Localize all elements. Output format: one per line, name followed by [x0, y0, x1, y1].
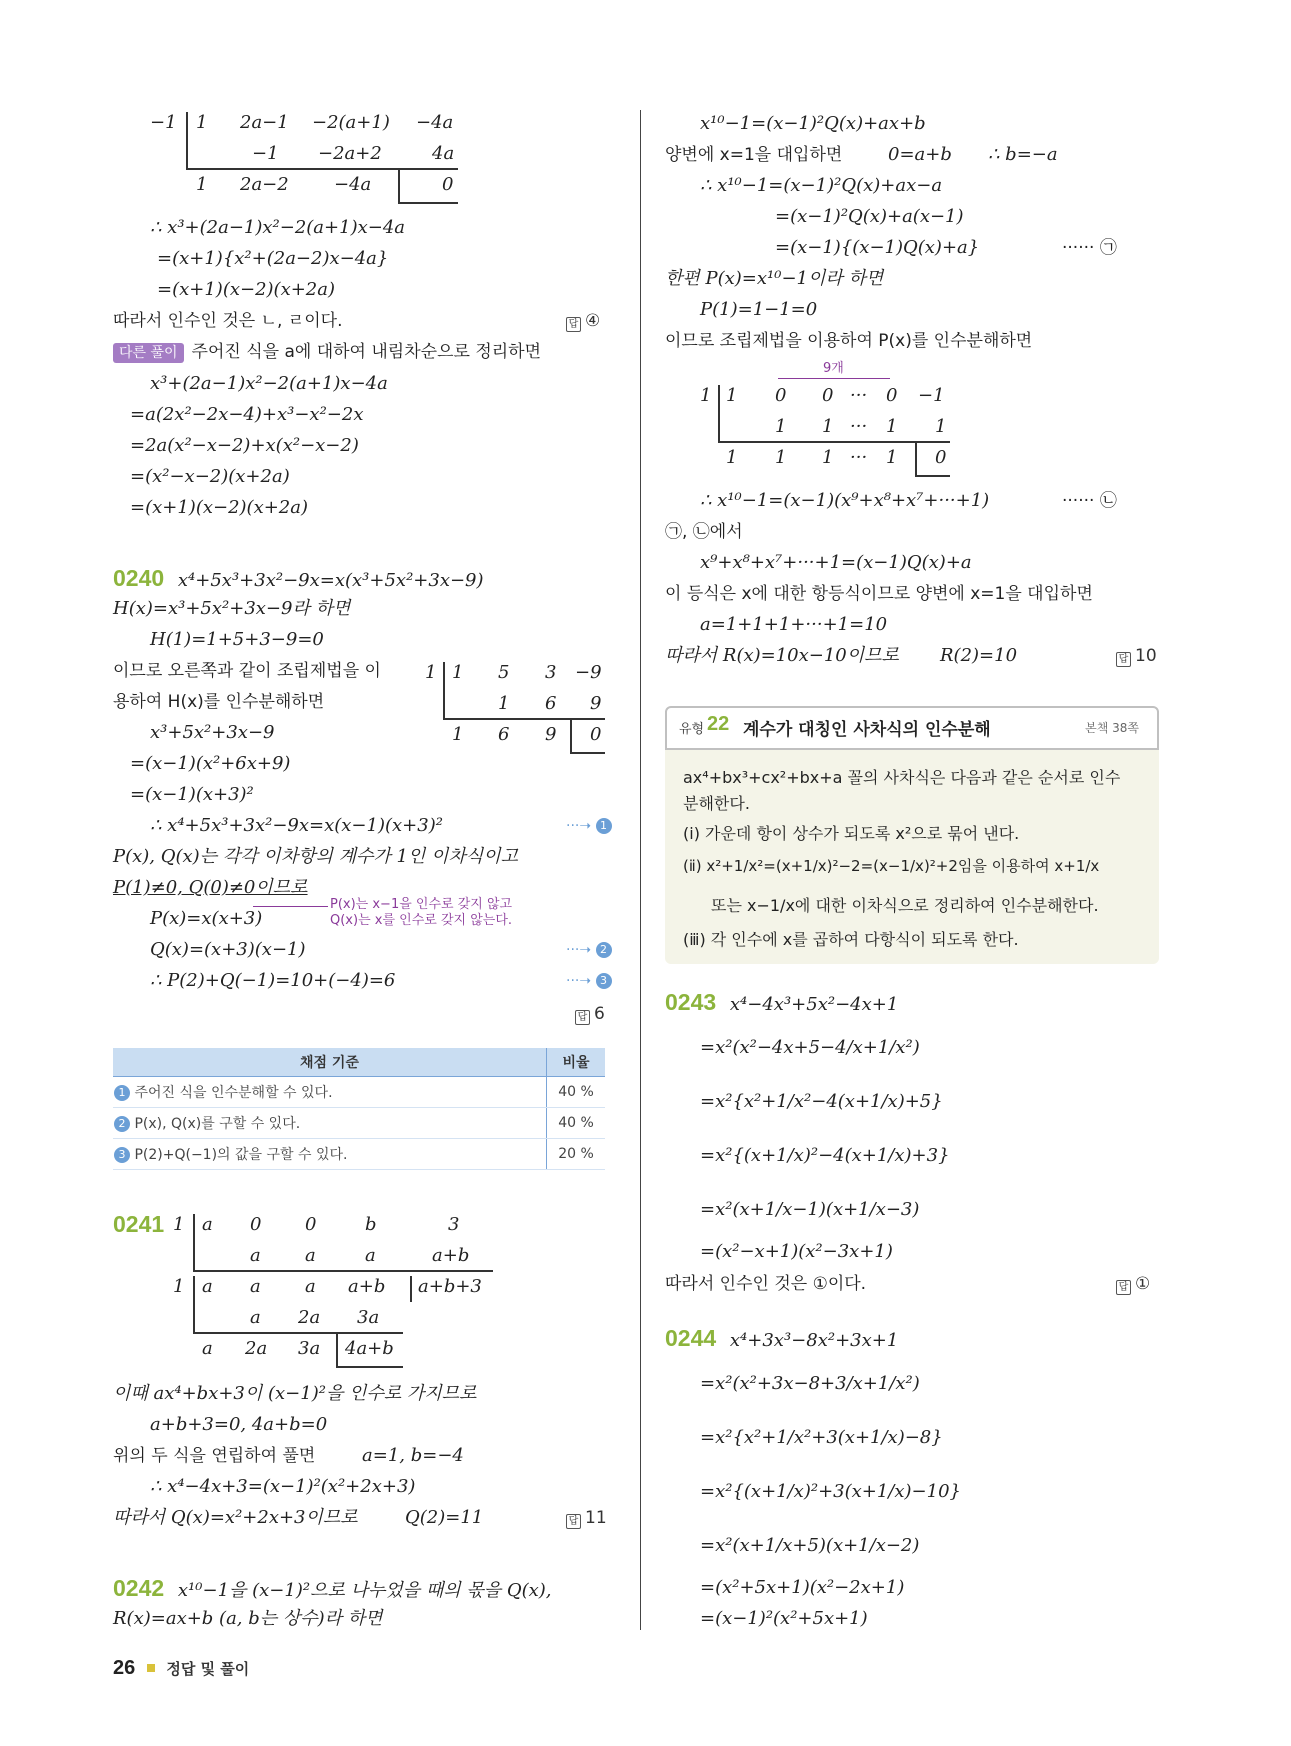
syn-divisor: 1	[173, 1214, 185, 1235]
text-line: 용하여 H(x)를 인수분해하면	[113, 692, 325, 712]
answer-icon: 답	[566, 317, 581, 332]
syn-cell: 0	[775, 385, 787, 406]
eq-line: =x²{x²+1/x²+3(x+1/x)−8}	[700, 1427, 943, 1448]
table-cell: 20 %	[547, 1139, 606, 1170]
syn-cell: a	[365, 1245, 376, 1266]
syn-cell: 0	[305, 1214, 317, 1235]
syn-cell: 1	[196, 174, 208, 195]
step-circle: 1	[596, 818, 612, 834]
syn-cell: a	[202, 1276, 213, 1297]
syn-cell: 1	[886, 447, 898, 468]
eq-line: 따라서 Q(x)=x²+2x+3이므로	[113, 1507, 358, 1528]
eq-line: =(x²+5x+1)(x²−2x+1)	[700, 1577, 905, 1598]
syn-cell: ···	[850, 416, 868, 437]
eq-line: H(1)=1+5+3−9=0	[150, 629, 324, 650]
eq-line: =x²(x+1/x−1)(x+1/x−3)	[700, 1199, 920, 1220]
eq-line: x³+5x²+3x−9	[150, 722, 275, 743]
text-line: 양변에 x=1을 대입하면	[665, 145, 843, 165]
eq-line: =x²(x+1/x+5)(x+1/x−2)	[700, 1535, 920, 1556]
syn-cell: a	[250, 1245, 261, 1266]
eq-line: =(x+1)(x−2)(x+2a)	[130, 497, 309, 518]
syn-cell: 1	[822, 416, 834, 437]
syn-cell: −2(a+1)	[312, 112, 390, 133]
answer-icon: 답	[1116, 1280, 1131, 1295]
eq-line: =x²(x²−4x+5−4/x+1/x²)	[700, 1037, 920, 1058]
eq-line: =x²{x²+1/x²−4(x+1/x)+5}	[700, 1091, 943, 1112]
syn-cell: ···	[850, 385, 868, 406]
table-cell: 주어진 식을 인수분해할 수 있다.	[134, 1085, 333, 1101]
problem-0240-header	[113, 566, 484, 593]
syn-cell: 1	[498, 693, 510, 714]
conclusion-text: 따라서 인수인 것은 ㄴ, ㄹ이다.	[113, 311, 343, 331]
alt-text: 주어진 식을 a에 대하여 내림차순으로 정리하면	[191, 342, 542, 362]
eq-line: =(x+1)(x−2)(x+2a)	[157, 279, 336, 300]
problem-number: 0243	[665, 989, 717, 1015]
text-line: (ⅱ) x²+1/x²=(x+1/x)²−2=(x−1/x)²+2임을 이용하여 x+1/x	[683, 857, 1100, 875]
answer-label	[566, 1506, 607, 1530]
syn-cell: 3a	[357, 1307, 380, 1328]
syn-cell: 0	[935, 447, 947, 468]
alt-solution	[113, 340, 541, 364]
eq-line: Q(2)=11	[405, 1507, 484, 1528]
type-box-header	[665, 706, 1159, 750]
step-circle: 2	[114, 1116, 130, 1132]
syn-cell: 1	[726, 447, 738, 468]
syn-cell: −4a	[416, 112, 454, 133]
syn-cell: 1	[775, 447, 787, 468]
syn-divisor: 1	[173, 1276, 185, 1297]
eq-line: =a(2x²−2x−4)+x³−x²−2x	[130, 404, 364, 425]
eq-line: P(1)=1−1=0	[700, 299, 818, 320]
table-cell: 40 %	[547, 1108, 606, 1139]
eq-line: =2a(x²−x−2)+x(x²−x−2)	[130, 435, 359, 456]
syn-cell: ···	[850, 447, 868, 468]
syn-cell: 2a−1	[240, 112, 289, 133]
answer-icon: 답	[1116, 652, 1131, 667]
eq-line: =(x−1)(x²+6x+9)	[130, 753, 291, 774]
type-box-body	[665, 750, 1159, 964]
table-cell: P(x), Q(x)를 구할 수 있다.	[134, 1116, 301, 1132]
syn-cell: 9	[590, 693, 602, 714]
syn-divisor: 1	[700, 385, 712, 406]
problem-head: x⁴−4x³+5x²−4x+1	[729, 994, 899, 1015]
syn-cell: a	[250, 1276, 261, 1297]
eq-line: a=1, b=−4	[362, 1445, 464, 1466]
type-title: 계수가 대칭인 사차식의 인수분해	[743, 720, 991, 740]
syn-cell: a+b+3	[418, 1276, 482, 1297]
eq-line: ∴ x¹⁰−1=(x−1)²Q(x)+ax−a	[700, 175, 943, 196]
table-header: 비율	[547, 1048, 606, 1077]
eq-line: =(x−1)²Q(x)+a(x−1)	[775, 206, 964, 227]
table-row	[113, 1139, 605, 1170]
eq-line: =(x−1)²(x²+5x+1)	[700, 1608, 868, 1629]
text-line: 또는 x−1/x에 대한 이차식으로 정리하여 인수분해한다.	[711, 896, 1099, 915]
syn-cell: a	[305, 1245, 316, 1266]
problem-head: x⁴+5x³+3x²−9x=x(x³+5x²+3x−9)	[177, 570, 484, 591]
syn-cell: 5	[498, 662, 510, 683]
syn-cell: a	[305, 1276, 316, 1297]
syn-cell: −4a	[334, 174, 372, 195]
syn-cell: −1	[252, 143, 279, 164]
text-line: ㉠, ㉡에서	[665, 522, 743, 542]
eq-line: =(x−1)(x+3)²	[130, 784, 254, 805]
type-label: 유형	[679, 722, 705, 737]
eq-line: a=1+1+1+···+1=10	[700, 614, 888, 635]
answer-value: ①	[1135, 1274, 1151, 1294]
eq-line: 0=a+b	[888, 144, 952, 165]
text-line: (ⅲ) 각 인수에 x를 곱하여 다항식이 되도록 한다.	[683, 930, 1019, 949]
grading-table	[113, 1048, 605, 1170]
answer-label	[566, 309, 600, 333]
problem-number: 0240	[113, 565, 165, 591]
problem-number: 0244	[665, 1325, 717, 1351]
answer-icon: 답	[566, 1514, 581, 1529]
text-line: 이므로 오른쪽과 같이 조립제법을 이	[113, 661, 381, 681]
syn-cell: 4a+b	[345, 1338, 394, 1359]
table-row	[113, 1077, 605, 1108]
type-ref: 본책 38쪽	[1085, 721, 1139, 735]
syn-cell: 4a	[432, 143, 455, 164]
conclusion-text: 따라서 인수인 것은 ①이다.	[665, 1274, 867, 1294]
syn-cell: 0	[250, 1214, 262, 1235]
page-number: 26	[113, 1657, 136, 1679]
answer-label	[1116, 644, 1157, 668]
syn-cell: a	[202, 1214, 213, 1235]
problem-0242-header	[113, 1576, 552, 1603]
annotation-note: P(x)는 x−1을 인수로 갖지 않고	[330, 897, 513, 912]
text-line: 위의 두 식을 연립하여 풀면	[113, 1446, 316, 1466]
text-line: 분해한다.	[683, 794, 750, 813]
answer-label	[1116, 1272, 1150, 1296]
answer-icon: 답	[575, 1010, 590, 1025]
table-row	[113, 1108, 605, 1139]
syn-cell: 0	[822, 385, 834, 406]
syn-cell: 0	[590, 724, 602, 745]
syn-cell: 9	[545, 724, 557, 745]
text-line: ax⁴+bx³+cx²+bx+a 꼴의 사차식은 다음과 같은 순서로 인수	[683, 768, 1121, 787]
problem-number: 0241	[113, 1211, 165, 1237]
step-circle: 3	[596, 973, 612, 989]
step-marker: ···➝ 3	[566, 969, 612, 993]
syn-cell: −2a+2	[318, 143, 382, 164]
answer-value: 10	[1135, 646, 1157, 666]
syn-cell: 1	[452, 662, 464, 683]
eq-line: R(2)=10	[940, 645, 1018, 666]
alt-badge: 다른 풀이	[113, 343, 184, 363]
step-circle: 2	[596, 942, 612, 958]
syn-cell: 1	[935, 416, 947, 437]
text-line: 이 등식은 x에 대한 항등식이므로 양변에 x=1을 대입하면	[665, 584, 1093, 604]
eq-line: =x²{(x+1/x)²−4(x+1/x)+3}	[700, 1145, 950, 1166]
syn-cell: −1	[918, 385, 945, 406]
syn-cell: 1	[452, 724, 464, 745]
column-divider	[640, 110, 641, 1630]
eq-line: x⁹+x⁸+x⁷+···+1=(x−1)Q(x)+a	[700, 552, 972, 573]
syn-cell: b	[365, 1214, 377, 1235]
marker: ······ ㉠	[1062, 238, 1117, 258]
eq-line: a+b+3=0, 4a+b=0	[150, 1414, 328, 1435]
type-number: 22	[707, 713, 730, 735]
eq-line: R(x)=ax+b (a, b는 상수)라 하면	[113, 1608, 383, 1629]
step-marker: ···➝ 1	[566, 814, 612, 838]
problem-0244-header	[665, 1326, 898, 1353]
syn-divisor: 1	[425, 662, 437, 683]
eq-line: ∴ x⁴−4x+3=(x−1)²(x²+2x+3)	[150, 1476, 416, 1497]
syn-cell: 1	[822, 447, 834, 468]
eq-line: =x²{(x+1/x)²+3(x+1/x)−10}	[700, 1481, 961, 1502]
type-box	[665, 706, 1157, 964]
eq-line: 한편 P(x)=x¹⁰−1이라 하면	[665, 268, 884, 289]
eq-line: =(x²−x+1)(x²−3x+1)	[700, 1241, 893, 1262]
eq-line: ∴ x³+(2a−1)x²−2(a+1)x−4a	[150, 217, 406, 238]
problem-head: x¹⁰−1을 (x−1)²으로 나누었을 때의 몫을 Q(x),	[177, 1580, 552, 1601]
answer-value: 6	[594, 1004, 605, 1024]
answer-label	[575, 1002, 605, 1026]
syn-cell: 1	[775, 416, 787, 437]
problem-0243-header	[665, 990, 898, 1017]
eq-line: x³+(2a−1)x²−2(a+1)x−4a	[150, 373, 388, 394]
eq-line: =(x+1){x²+(2a−2)x−4a}	[157, 248, 389, 269]
syn-cell: 3a	[298, 1338, 321, 1359]
syn-cell: 2a	[245, 1338, 268, 1359]
syn-cell: 1	[196, 112, 208, 133]
problem-head: x⁴+3x³−8x²+3x+1	[729, 1330, 899, 1351]
step-marker: ···➝ 2	[566, 938, 612, 962]
answer-value: ④	[585, 311, 601, 331]
eq-line: ∴ P(2)+Q(−1)=10+(−4)=6	[150, 970, 396, 991]
syn-cell: 0	[442, 174, 454, 195]
footer-label: 정답 및 풀이	[166, 1660, 250, 1678]
syn-cell: 0	[886, 385, 898, 406]
syn-cell: a+b	[348, 1276, 386, 1297]
table-cell: P(2)+Q(−1)의 값을 구할 수 있다.	[134, 1147, 348, 1163]
eq-line: P(x), Q(x)는 각각 이차항의 계수가 1인 이차식이고	[113, 846, 518, 867]
syn-cell: 2a−2	[240, 174, 289, 195]
eq-line: H(x)=x³+5x²+3x−9라 하면	[113, 598, 351, 619]
answer-value: 11	[585, 1508, 607, 1528]
eq-line: x¹⁰−1=(x−1)²Q(x)+ax+b	[700, 113, 926, 134]
syn-cell: 6	[545, 693, 557, 714]
eq-line: P(1)≠0, Q(0)≠0이므로	[113, 877, 308, 898]
eq-line: Q(x)=(x+3)(x−1)	[150, 939, 306, 960]
page-footer	[113, 1657, 249, 1680]
problem-number: 0242	[113, 1575, 165, 1601]
syn-cell: 3	[545, 662, 557, 683]
table-cell: 40 %	[547, 1077, 606, 1108]
syn-cell: 1	[726, 385, 738, 406]
syn-divisor: −1	[150, 112, 177, 133]
marker: ······ ㉡	[1062, 491, 1117, 511]
syn-cell: −9	[575, 662, 602, 683]
eq-line: ∴ b=−a	[988, 144, 1058, 165]
syn-cell: a	[202, 1338, 213, 1359]
text-line: (ⅰ) 가운데 항이 상수가 되도록 x²으로 묶어 낸다.	[683, 824, 1020, 843]
brace-label: 9개	[823, 361, 844, 376]
eq-line: ∴ x⁴+5x³+3x²−9x=x(x−1)(x+3)²	[150, 815, 443, 836]
eq-line: =(x−1){(x−1)Q(x)+a}	[775, 237, 980, 258]
eq-line: 이때 ax⁴+bx+3이 (x−1)²을 인수로 가지므로	[113, 1383, 477, 1404]
syn-cell: 6	[498, 724, 510, 745]
eq-line: =(x²−x−2)(x+2a)	[130, 466, 290, 487]
step-circle: 1	[114, 1085, 130, 1101]
syn-cell: 1	[886, 416, 898, 437]
syn-cell: 2a	[298, 1307, 321, 1328]
annotation-note: Q(x)는 x를 인수로 갖지 않는다.	[330, 913, 513, 928]
eq-line: 따라서 R(x)=10x−10이므로	[665, 645, 899, 666]
step-circle: 3	[114, 1147, 130, 1163]
text-line: 이므로 조립제법을 이용하여 P(x)를 인수분해하면	[665, 331, 1033, 351]
eq-line: =x²(x²+3x−8+3/x+1/x²)	[700, 1373, 920, 1394]
syn-cell: 3	[448, 1214, 460, 1235]
eq-line: P(x)=x(x+3)	[150, 908, 263, 929]
square-icon	[147, 1664, 155, 1672]
eq-line: ∴ x¹⁰−1=(x−1)(x⁹+x⁸+x⁷+···+1)	[700, 490, 990, 511]
syn-cell: a+b	[432, 1245, 470, 1266]
syn-cell: a	[250, 1307, 261, 1328]
table-header: 채점 기준	[113, 1048, 547, 1077]
